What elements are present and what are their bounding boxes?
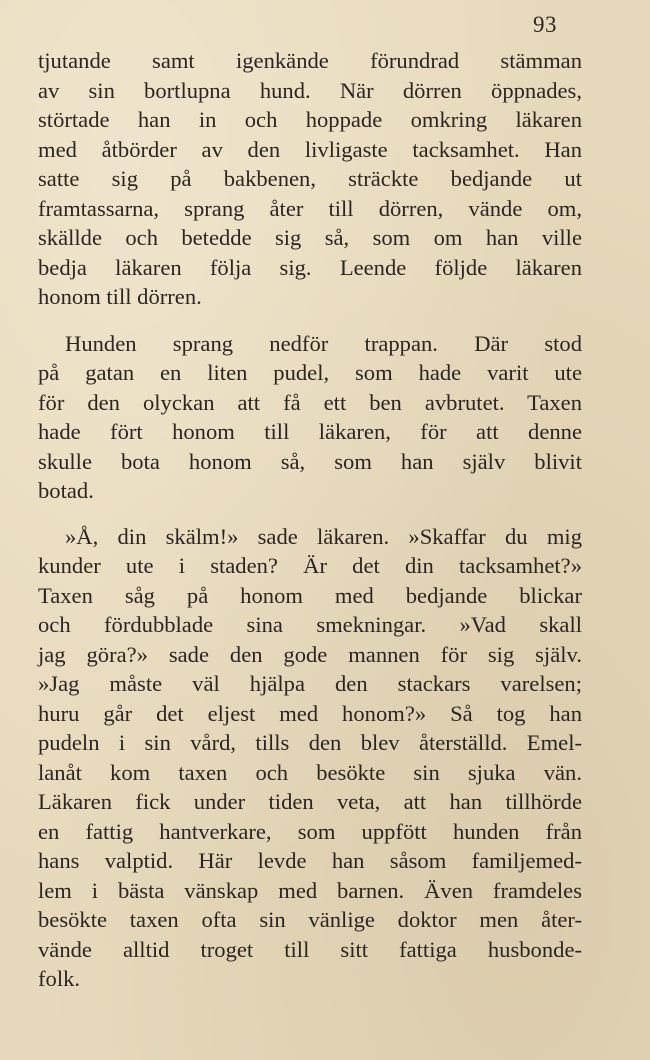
text-line: botad.	[38, 478, 94, 503]
text-line: Hunden sprang nedför trappan. Där stod	[65, 330, 582, 356]
paragraph-gap	[38, 506, 582, 522]
text-line: satte sig på bakbenen, sträckte bedjande ut	[38, 166, 582, 191]
text-line: hade fört honom till läkaren, för att denne	[38, 419, 582, 444]
text-line: jag göra?» sade den gode mannen för sig själv.	[38, 641, 582, 667]
text-line: tjutande samt igenkände förundrad stämman	[38, 48, 582, 73]
text-line: framtassarna, sprang åter till dörren, vände om,	[38, 195, 582, 221]
text-line: Taxen såg på honom med bedjande blickar	[38, 582, 582, 608]
text-line: honom till dörren.	[38, 284, 202, 309]
text-line: lem i bästa vänskap med barnen. Även framdeles	[38, 877, 582, 903]
text-line: med åtbörder av den livligaste tacksamhet. Han	[38, 136, 582, 162]
text-line: störtade han in och hoppade omkring läkaren	[38, 107, 582, 132]
paragraph-3	[38, 522, 582, 994]
text-line: huru går det eljest med honom?» Så tog han	[38, 700, 582, 726]
page-number: 93	[533, 12, 557, 37]
text-line: för den olyckan att få ett ben avbrutet. Taxen	[38, 389, 582, 415]
text-line: pudeln i sin vård, tills den blev återställd. Emel-	[38, 730, 582, 755]
text-line: besökte taxen ofta sin vänlige doktor men åter-	[38, 907, 582, 932]
text-line: folk.	[38, 966, 81, 991]
text-line: kunder ute i staden? Är det din tacksamhet?»	[38, 553, 582, 578]
text-line: vände alltid troget till sitt fattiga husbonde-	[38, 936, 582, 962]
text-line: skulle bota honom så, som han själv blivit	[38, 448, 582, 474]
text-line: hans valptid. Här levde han såsom familjemed-	[38, 848, 582, 873]
paragraph-2	[38, 329, 582, 506]
text-line: skällde och betedde sig så, som om han ville	[38, 225, 582, 250]
text-line: av sin bortlupna hund. När dörren öppnades,	[38, 77, 582, 103]
text-line: en fattig hantverkare, som uppfött hunden från	[38, 818, 582, 844]
text-line: på gatan en liten pudel, som hade varit ute	[38, 360, 582, 385]
paragraph-1	[38, 46, 582, 312]
text-line: lanåt kom taxen och besökte sin sjuka vän.	[38, 759, 582, 785]
body-text	[38, 46, 582, 994]
text-line: »Jag måste väl hjälpa den stackars varelsen;	[38, 671, 582, 696]
paragraph-gap	[38, 312, 582, 329]
text-line: Läkaren fick under tiden veta, att han tillhörde	[38, 789, 582, 814]
text-line: bedja läkaren följa sig. Leende följde läkaren	[38, 254, 582, 280]
text-line: och fördubblade sina smekningar. »Vad skall	[38, 612, 582, 637]
text-line: »Å, din skälm!» sade läkaren. »Skaffar du mig	[65, 523, 582, 549]
